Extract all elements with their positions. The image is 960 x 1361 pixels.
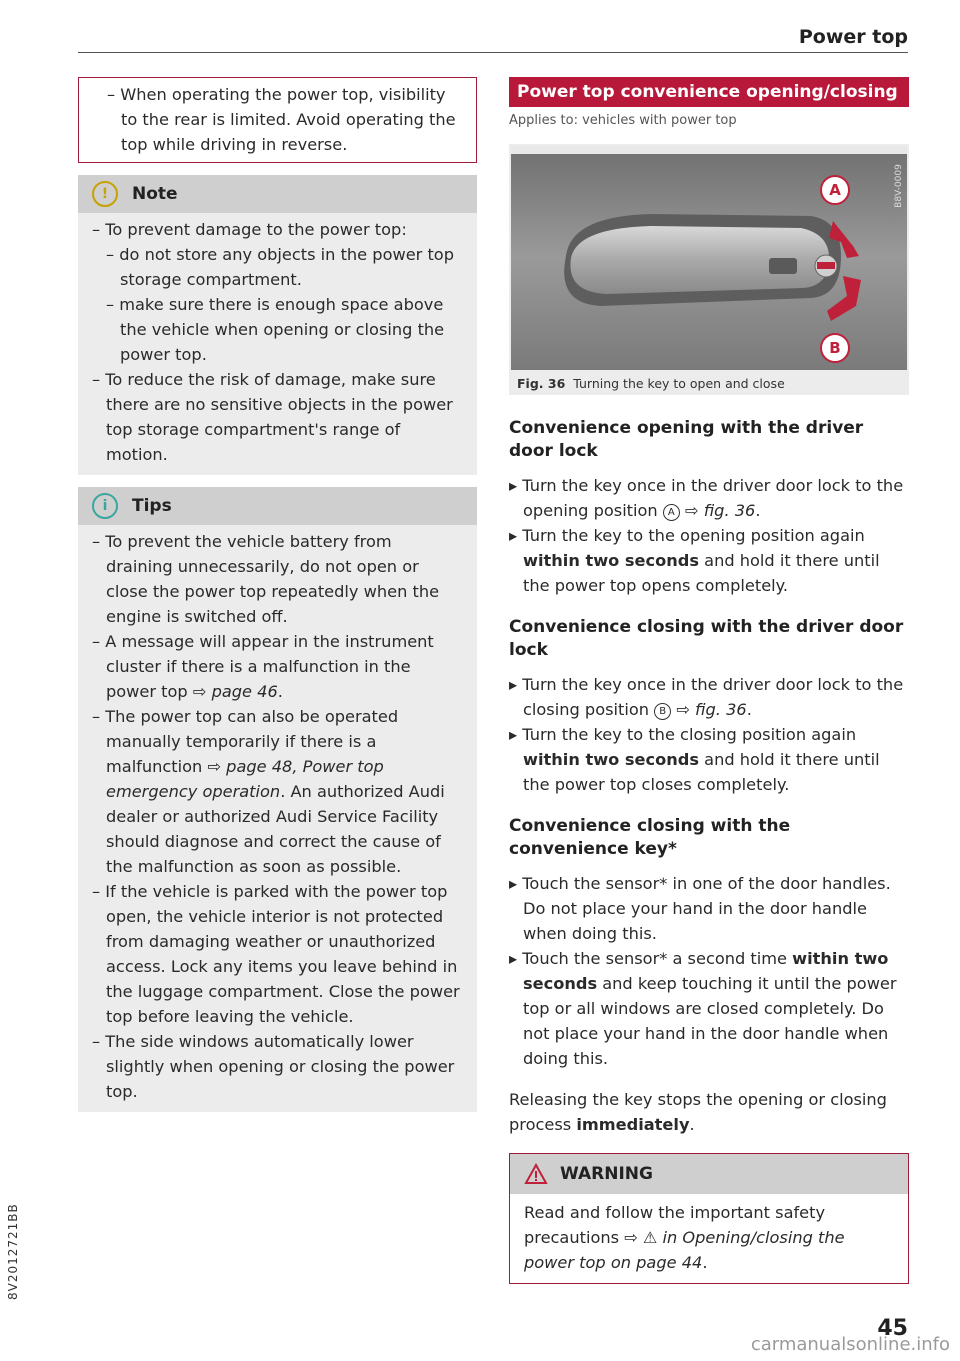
note-body	[78, 213, 477, 475]
step-item: ▸ Turn the key once in the driver door lock to the opening position A ⇨ fig. 36.	[509, 476, 904, 520]
step-text: Turn the key once in the driver door lock to the opening position	[522, 476, 904, 520]
step-text: Turn the key to the opening position again	[522, 526, 865, 545]
note-header	[78, 175, 477, 213]
figure-ref-link[interactable]: ⇨ fig. 36	[676, 700, 747, 719]
step-item: ▸ Turn the key to the opening position again within two seconds and hold it there until the power top opens completely.	[509, 526, 880, 595]
tips-header	[78, 487, 477, 525]
step-text: Touch the sensor* a second time	[522, 949, 793, 968]
caption-text: Turning the key to open and close	[573, 376, 785, 391]
note-item: – To prevent damage to the power top:	[92, 220, 407, 239]
page-ref-link[interactable]: ⇨ ⚠ in Opening/closing the power top on page 44	[524, 1228, 845, 1272]
warning-item: – When operating the power top, visibility to the rear is limited. Avoid operating the top while driving in reverse.	[107, 85, 456, 154]
step-item: ▸ Touch the sensor* a second time within two seconds and keep touching it until the power top or all windows are closed completely. Do not place your hand in the door handle when doing this.	[509, 949, 897, 1068]
heading-convenience-opening: Convenience opening with the driver door lock	[509, 418, 864, 461]
tips-item: – If the vehicle is parked with the power top open, the vehicle interior is not protected from damaging weather or unauthorized access. Lock any items you leave behind in the luggage compartment. Close the power top before leaving the vehicle.	[92, 882, 460, 1026]
release-paragraph	[509, 1087, 909, 1137]
section-title: Power top convenience opening/closing	[509, 77, 909, 107]
paragraph-emphasis: immediately	[576, 1115, 690, 1134]
note-box	[78, 175, 477, 475]
tips-item-text: .	[277, 682, 283, 701]
note-subitem: – do not store any objects in the power top storage compartment.	[106, 245, 454, 289]
step-text: and hold it there until the power top closes completely.	[523, 750, 880, 794]
marker-b-ref: B	[654, 703, 671, 720]
door-handle-illustration	[511, 146, 907, 370]
page-ref-link[interactable]: ⇨ page 46	[192, 682, 278, 701]
marker-a: A	[829, 181, 841, 199]
step-text: Turn the key once in the driver door lock to the closing position	[522, 675, 904, 719]
step-item: ▸ Turn the key once in the driver door lock to the closing position B ⇨ fig. 36.	[509, 675, 904, 719]
caption-label: Fig. 36	[517, 376, 566, 391]
heading-convenience-key: Convenience closing with the convenience key*	[509, 816, 791, 859]
header-rule	[78, 52, 908, 53]
heading-convenience-closing: Convenience closing with the driver door lock	[509, 617, 904, 660]
door-handle-figure	[511, 146, 907, 370]
watermark: carmanualsonline.info	[750, 1334, 950, 1355]
running-header: Power top	[798, 26, 908, 48]
marker-b: B	[829, 339, 841, 357]
step-item: ▸ Turn the key to the closing position again within two seconds and hold it there until the power top closes completely.	[509, 725, 880, 794]
tips-body	[78, 525, 477, 1112]
figure-ref-link[interactable]: ⇨ fig. 36	[685, 501, 756, 520]
tips-box	[78, 487, 477, 1112]
info-circle-icon: i	[92, 493, 118, 519]
step-emphasis: within two seconds	[523, 551, 699, 570]
warning-triangle-icon	[524, 1163, 548, 1185]
step-text: Turn the key to the closing position again	[522, 725, 857, 744]
page-ref-link[interactable]: ⇨ page 48, Power top emergency operation	[106, 757, 384, 801]
step-text: .	[755, 501, 761, 520]
paragraph-text: .	[689, 1115, 695, 1134]
key-steps	[509, 871, 909, 1071]
exclamation-circle-icon: !	[92, 181, 118, 207]
tips-item	[78, 704, 463, 879]
figure-code: B8V-0009	[894, 164, 904, 208]
tips-label: Tips	[132, 496, 172, 516]
left-column	[78, 77, 477, 1112]
tips-item-text: . An authorized Audi dealer or authorized Audi Service Facility should diagnose and correct the cause of the malfunction as soon as possible.	[106, 782, 445, 876]
figure-caption	[511, 376, 907, 391]
tips-item: – To prevent the vehicle battery from draining unnecessarily, do not open or close the power top repeatedly when the engine is switched off.	[92, 532, 440, 626]
note-item: – To reduce the risk of damage, make sure there are no sensitive objects in the power top storage compartment's range of motion.	[92, 370, 453, 464]
applies-to: Applies to: vehicles with power top	[509, 113, 737, 128]
note-subitem: – make sure there is enough space above the vehicle when opening or closing the power top.	[106, 295, 445, 364]
page-number: 45	[877, 1316, 908, 1341]
step-emphasis: within two seconds	[523, 949, 889, 993]
opening-steps	[509, 473, 909, 598]
warning-text: .	[702, 1253, 708, 1272]
tips-item	[78, 629, 463, 704]
warning-box	[509, 1153, 909, 1284]
step-text: and hold it there until the power top opens completely.	[523, 551, 880, 595]
marker-a-ref: A	[663, 504, 680, 521]
paragraph-text: Releasing the key stops the opening or closing process	[509, 1090, 887, 1134]
side-document-code: 8V2012721BB	[6, 1203, 20, 1300]
step-text: Touch the sensor* in one of the door handles. Do not place your hand in the door handle when doing this.	[522, 874, 891, 943]
warning-header	[510, 1154, 908, 1194]
step-item: ▸ Touch the sensor* in one of the door handles. Do not place your hand in the door handle when doing this.	[509, 874, 891, 943]
warning-text: Read and follow the important safety precautions	[524, 1203, 826, 1247]
closing-steps	[509, 672, 909, 797]
tips-item-text: – The power top can also be operated manually temporarily if there is a malfunction	[92, 707, 399, 776]
tips-item: – The side windows automatically lower slightly when opening or closing the power top.	[92, 1032, 455, 1101]
tips-item-text: – A message will appear in the instrument cluster if there is a malfunction in the power top	[92, 632, 434, 701]
step-text: .	[746, 700, 752, 719]
step-text: and keep touching it until the power top or all windows are closed completely. Do not place your hand in the door handle when doing this.	[523, 974, 897, 1068]
warning-label: WARNING	[560, 1164, 653, 1184]
figure	[509, 144, 909, 395]
right-column	[509, 77, 909, 1284]
warning-body	[510, 1194, 908, 1283]
warning-continuation-box	[78, 77, 477, 163]
note-label: Note	[132, 184, 178, 204]
step-emphasis: within two seconds	[523, 750, 699, 769]
